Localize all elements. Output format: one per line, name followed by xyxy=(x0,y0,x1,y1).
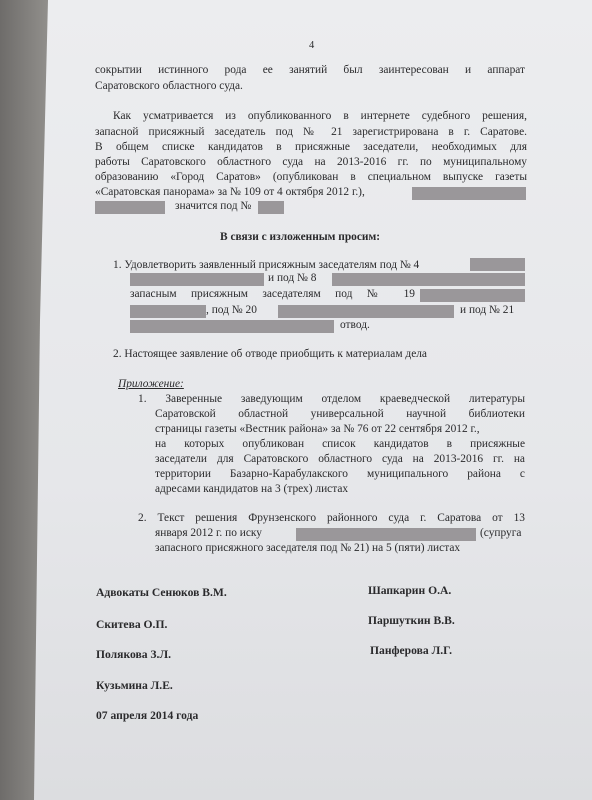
signature-parshutkin: Паршуткин В.В. xyxy=(368,614,455,627)
appendix1-line5: заседатели для Саратовского областного суда на 2013-2016 гг. на xyxy=(155,453,525,465)
redaction xyxy=(332,273,525,286)
item1-line5: и под № 21 xyxy=(460,304,515,316)
para2-line6: «Саратовская панорама» за № 109 от 4 октября 2012 г.), xyxy=(95,186,365,198)
item1-line6: отвод. xyxy=(340,319,370,331)
appendix1-line7: адресами кандидатов на 3 (трех) листах xyxy=(155,483,349,495)
para2-line4: работы Саратовского областного суда на 2013-2016 гг. по муниципальному xyxy=(95,156,527,168)
redaction xyxy=(420,289,525,302)
redaction xyxy=(130,320,334,333)
para1-line2: Саратовского областного суда. xyxy=(95,80,243,92)
item1-line1: 1. Удовлетворить заявленный присяжным заседателям под № 4 xyxy=(113,259,420,271)
appendix1-line3: страницы газеты «Вестник района» за № 76 от 22 сентября 2012 г., xyxy=(155,423,480,435)
para2-line1: Как усматривается из опубликованного в интернете судебного решения, xyxy=(113,110,527,122)
redaction xyxy=(130,273,264,286)
signature-polyakova: Полякова З.Л. xyxy=(96,648,171,661)
appendix2-line1: 2. Текст решения Фрунзенского районного суда г. Саратова от 13 xyxy=(138,512,525,524)
para2-line7: значится под № xyxy=(175,200,252,212)
item2: 2. Настоящее заявление об отводе приобщить к материалам дела xyxy=(113,348,427,360)
item1-line3: запасным присяжным заседателям под № 19 xyxy=(130,288,415,300)
item1-line4: , под № 20 xyxy=(206,304,257,316)
redaction xyxy=(278,305,454,318)
appendix2-line2: января 2012 г. по иску xyxy=(155,527,262,539)
redaction xyxy=(95,201,165,214)
page-number: 4 xyxy=(309,40,315,51)
para2-line2: запасной присяжный заседатель под № 21 зарегистрирована в г. Саратове. xyxy=(95,126,527,138)
para1-line1: сокрытии истинного рода ее занятий был заинтересован и аппарат xyxy=(95,64,525,76)
appendix1-line6: территории Базарно-Карабулакского муниципального района с xyxy=(155,468,525,480)
redaction xyxy=(412,187,526,200)
appendix2-line4: запасного присяжного заседателя под № 21) на 5 (пяти) листах xyxy=(155,542,461,554)
appendix1-line2: Саратовской областной универсальной научной библиотеки xyxy=(155,408,525,420)
redaction xyxy=(470,258,525,271)
redaction xyxy=(296,528,476,541)
signature-skiteva: Скитева О.П. xyxy=(96,618,168,631)
para2-line3: В общем списке кандидатов в присяжные заседатели, необходимых для xyxy=(95,141,527,153)
document-date: 07 апреля 2014 года xyxy=(96,709,199,722)
signature-shapkarin: Шапкарин О.А. xyxy=(368,584,452,597)
request-heading: В связи с изложенным просим: xyxy=(220,231,381,243)
para2-line5: образованию «Город Саратов» (опубликован в специальном выпуске газеты xyxy=(95,171,527,183)
appendix1-line4: на которых опубликован список кандидатов в присяжные xyxy=(155,438,525,450)
signature-senyukov: Адвокаты Сенюков В.М. xyxy=(96,586,227,599)
redaction xyxy=(130,305,206,318)
item1-line2: и под № 8 xyxy=(268,272,317,284)
appendix-label: Приложение: xyxy=(118,378,184,390)
signature-kuzmina: Кузьмина Л.Е. xyxy=(96,679,173,692)
appendix1-line1: 1. Заверенные заведующим отделом краеведческой литературы xyxy=(138,393,525,405)
signature-panferova: Панферова Л.Г. xyxy=(370,644,453,657)
appendix2-line3: (супруга xyxy=(480,527,522,539)
redaction xyxy=(258,201,284,214)
